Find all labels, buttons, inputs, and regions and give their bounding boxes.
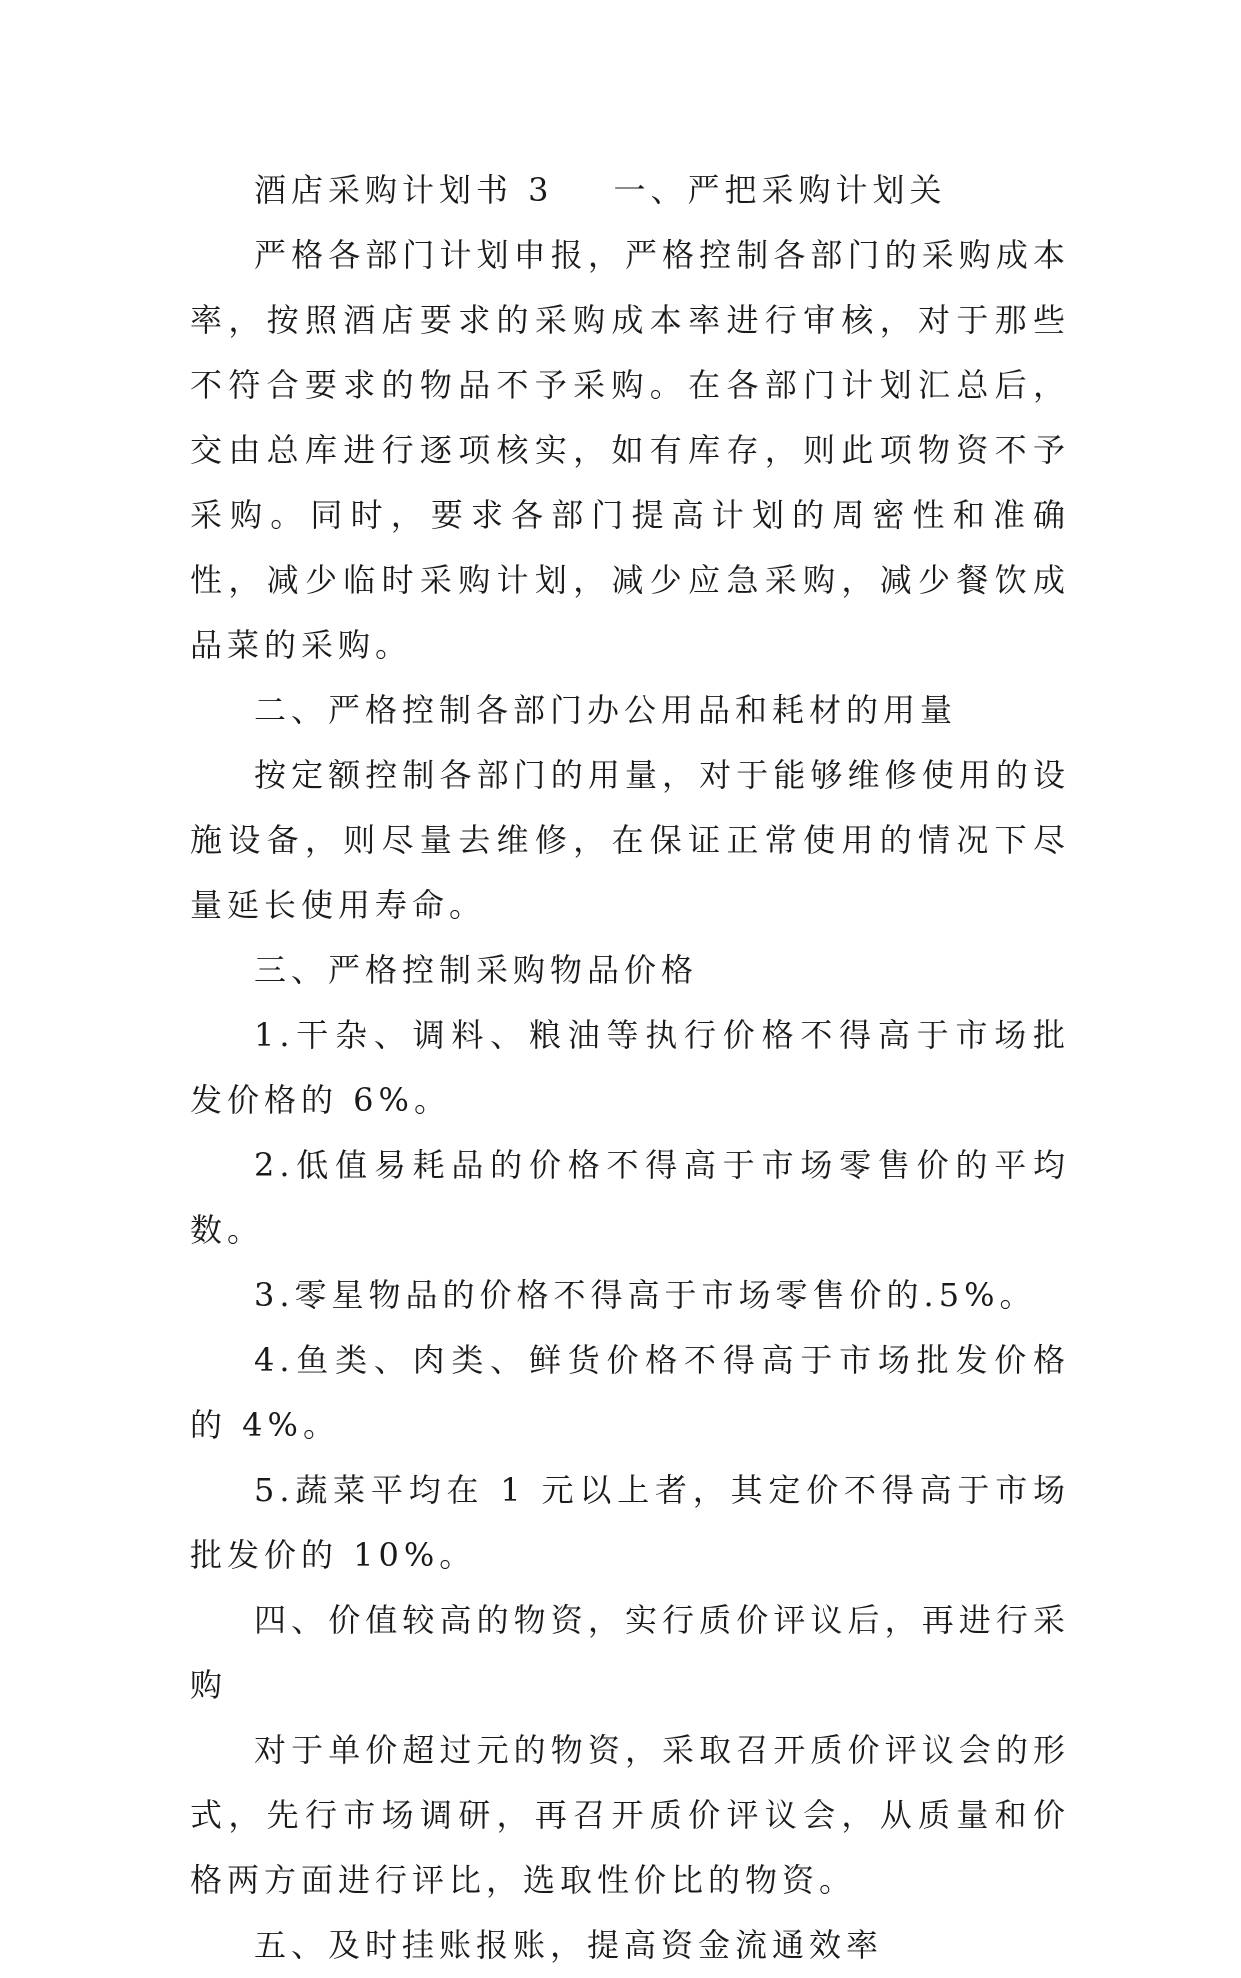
document-title: 酒店采购计划书 3 bbox=[254, 171, 554, 209]
section-heading-1: 一、严把采购计划关 bbox=[613, 171, 947, 209]
section-heading-4: 四、价值较高的物资，实行质价评议后，再进行采购 bbox=[190, 1601, 1070, 1704]
list-item-3: 3.零星物品的价格不得高于市场零售价的.5%。 bbox=[254, 1276, 1037, 1314]
paragraph-1: 严格各部门计划申报，严格控制各部门的采购成本率，按照酒店要求的采购成本率进行审核，对于那些不符合要求的物品不予采购。在各部门计划汇总后，交由总库进行逐项核实，如有库存，则此项物资不予采购。同时，要求各部门提高计划的周密性和准确性，减少临时采购计划，减少应急采购，减少餐饮成品菜的采购。 bbox=[190, 236, 1070, 664]
document-body bbox=[190, 158, 1070, 1978]
list-item-4: 4.鱼类、肉类、鲜货价格不得高于市场批发价格的 4%。 bbox=[190, 1341, 1070, 1444]
list-item-1: 1.干杂、调料、粮油等执行价格不得高于市场批发价格的 6%。 bbox=[190, 1016, 1070, 1119]
list-item-5: 5.蔬菜平均在 1 元以上者，其定价不得高于市场批发价的 10%。 bbox=[190, 1471, 1070, 1574]
title-line bbox=[190, 158, 1070, 223]
section-heading-5: 五、及时挂账报账，提高资金流通效率 bbox=[254, 1926, 884, 1964]
section-heading-3: 三、严格控制采购物品价格 bbox=[254, 951, 699, 989]
list-item-2: 2.低值易耗品的价格不得高于市场零售价的平均数。 bbox=[190, 1146, 1070, 1249]
paragraph-2: 按定额控制各部门的用量，对于能够维修使用的设施设备，则尽量去维修，在保证正常使用的情况下尽量延长使用寿命。 bbox=[190, 756, 1070, 924]
section-heading-2: 二、严格控制各部门办公用品和耗材的用量 bbox=[254, 691, 958, 729]
paragraph-3: 对于单价超过元的物资，采取召开质价评议会的形式，先行市场调研，再召开质价评议会，从质量和价格两方面进行评比，选取性价比的物资。 bbox=[190, 1731, 1070, 1899]
